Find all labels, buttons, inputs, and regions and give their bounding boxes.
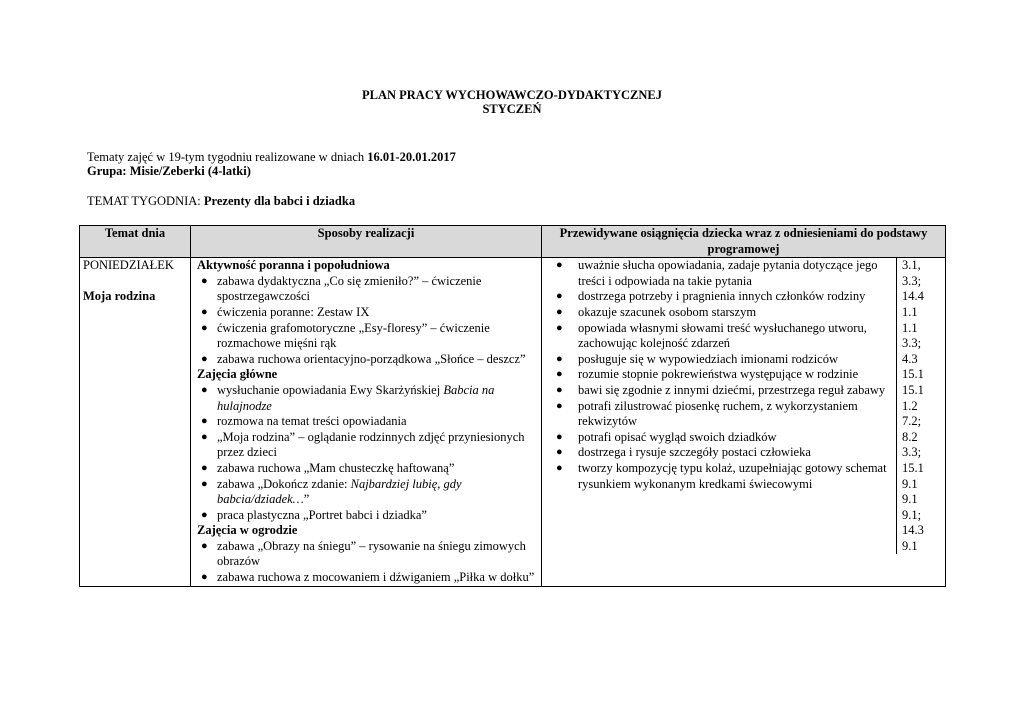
- header-day-topic: Temat dnia: [80, 226, 191, 258]
- curriculum-code: 9.1;: [902, 507, 922, 522]
- outcome-item: ● potrafi zilustrować piosenkę ruchem, z wykorzystaniem rekwizytów: [556, 398, 858, 429]
- bullet-icon: ●: [556, 461, 563, 474]
- curriculum-code: 7.2;: [902, 414, 922, 429]
- bullet-icon: ●: [556, 383, 563, 396]
- topics-line: [87, 150, 456, 165]
- bullet-icon: ●: [556, 446, 563, 459]
- bullet-icon: ●: [201, 539, 208, 552]
- week-theme: Prezenty dla babci i dziadka: [203, 194, 356, 208]
- outcome-item: ● uważnie słucha opowiadania, zadaje pytania dotyczące jego treści i odpowiada na takie pytania: [556, 258, 878, 288]
- outcomes-cell: [542, 258, 946, 586]
- document-month: STYCZEŃ: [482, 102, 542, 116]
- list-item: ● zabawa dydaktyczna „Co się zmieniło?” – ćwiczenie spostrzegawczości: [201, 273, 482, 304]
- bullet-icon: ●: [201, 415, 208, 428]
- bullet-icon: ●: [201, 461, 208, 474]
- bullet-icon: ●: [556, 290, 563, 303]
- curriculum-code: 15.1: [902, 460, 924, 475]
- bullet-icon: ●: [556, 430, 563, 443]
- bullet-icon: ●: [556, 399, 563, 412]
- list-item: ● wysłuchanie opowiadania Ewy Skarżyńskiej Babcia na hulajnodze: [201, 382, 495, 413]
- curriculum-code: 9.1: [902, 492, 918, 507]
- bullet-icon: ●: [201, 383, 208, 396]
- outcomes-list: [552, 258, 892, 492]
- list-item: ● zabawa „Dokończ zdanie: Najbardziej lubię, gdy babcia/dziadek…”: [201, 476, 462, 507]
- list-item: ● zabawa „Obrazy na śniegu” – rysowanie na śniegu zimowych obrazów: [201, 538, 526, 569]
- section-list: [197, 274, 537, 368]
- week-theme-label: TEMAT TYGODNIA:: [87, 194, 204, 208]
- document-title: PLAN PRACY WYCHOWAWCZO-DYDAKTYCZNEJ: [361, 88, 662, 102]
- list-item: ● ćwiczenia poranne: Zestaw IX: [201, 304, 370, 319]
- list-item: ● praca plastyczna „Portret babci i dziadka”: [201, 507, 427, 522]
- curriculum-code: 14.4: [902, 289, 924, 304]
- header-outcomes: Przewidywane osiągnięcia dziecka wraz z odniesieniami do podstawy programowej: [542, 226, 946, 258]
- bullet-icon: ●: [201, 430, 208, 443]
- bullet-icon: ●: [556, 321, 563, 334]
- methods-cell: [191, 258, 542, 586]
- day-topic: Moja rodzina: [83, 288, 156, 303]
- list-item: ● zabawa ruchowa „Mam chusteczkę haftowaną”: [201, 460, 455, 475]
- list-item: ● ćwiczenia grafomotoryczne „Esy-floresy” – ćwiczenie rozmachowe mięśni rąk: [201, 320, 490, 351]
- table-row: [80, 258, 946, 586]
- bullet-icon: ●: [556, 259, 563, 272]
- curriculum-code: 3.1,: [902, 258, 921, 273]
- list-item: ● rozmowa na temat treści opowiadania: [201, 414, 407, 429]
- topics-prefix: Tematy zajęć w 19-tym tygodniu realizowane w dniach: [87, 150, 368, 164]
- curriculum-code: 8.2: [902, 429, 918, 444]
- outcome-item: ● rozumie stopnie pokrewieństwa występujące w rodzinie: [556, 367, 859, 382]
- outcome-item: ● posługuje się w wypowiedziach imionami rodziców: [556, 351, 839, 366]
- outcome-item: ● dostrzega i rysuje szczegóły postaci człowieka: [556, 445, 811, 460]
- plan-table: [79, 225, 946, 587]
- curriculum-code: 3.3;: [902, 273, 922, 288]
- curriculum-code: 1.1: [902, 320, 918, 335]
- bullet-icon: ●: [201, 477, 208, 490]
- day-name: PONIEDZIAŁEK: [83, 258, 174, 273]
- bullet-icon: ●: [201, 305, 208, 318]
- outcomes-list-container: [542, 258, 897, 554]
- section-list: [197, 539, 537, 586]
- bullet-icon: ●: [556, 368, 563, 381]
- outcome-item: ● opowiada własnymi słowami treść wysłuchanego utworu, zachowując kolejność zdarzeń: [556, 320, 867, 351]
- group-line: Grupa: Misie/Zeberki (4-latki): [87, 164, 251, 178]
- bullet-icon: ●: [556, 352, 563, 365]
- outcome-item: ● bawi się zgodnie z innymi dziećmi, przestrzega reguł zabawy: [556, 382, 886, 397]
- curriculum-code: 4.3: [902, 351, 918, 366]
- topics-dates: 16.01-20.01.2017: [367, 150, 456, 164]
- bullet-icon: ●: [201, 274, 208, 287]
- section-title: Zajęcia główne: [197, 367, 278, 382]
- table-header-row: [80, 226, 946, 258]
- curriculum-code: 3.3;: [902, 336, 922, 351]
- outcome-item: ● dostrzega potrzeby i pragnienia innych członków rodziny: [556, 289, 866, 304]
- curriculum-code: 14.3: [902, 523, 924, 538]
- outcome-item: ● potrafi opisać wygląd swoich dziadków: [556, 429, 777, 444]
- bullet-icon: ●: [556, 305, 563, 318]
- week-theme-line: [87, 194, 355, 209]
- curriculum-code: 15.1: [902, 382, 924, 397]
- section-title: Zajęcia w ogrodzie: [197, 523, 298, 538]
- header-methods: Sposoby realizacji: [191, 226, 542, 258]
- bullet-icon: ●: [201, 321, 208, 334]
- list-item: ● „Moja rodzina” – oglądanie rodzinnych zdjęć przyniesionych przez dzieci: [201, 429, 525, 460]
- section-list: [197, 383, 537, 523]
- curriculum-code: 3.3;: [902, 445, 922, 460]
- curriculum-code: 9.1: [902, 538, 918, 553]
- curriculum-code: 9.1: [902, 476, 918, 491]
- bullet-icon: ●: [201, 352, 208, 365]
- bullet-icon: ●: [201, 508, 208, 521]
- curriculum-code: 1.2: [902, 398, 918, 413]
- curriculum-codes: [897, 258, 945, 554]
- outcome-item: ● tworzy kompozycję typu kolaż, uzupełniając gotowy schemat rysunkiem wykonanym kredkami świecowymi: [556, 460, 887, 491]
- curriculum-code: 15.1: [902, 367, 924, 382]
- bullet-icon: ●: [201, 571, 208, 584]
- section-title: Aktywność poranna i popołudniowa: [197, 258, 390, 273]
- day-cell: [80, 258, 191, 586]
- list-item: ● zabawa ruchowa z mocowaniem i dźwiganiem „Piłka w dołku”: [201, 570, 535, 585]
- outcome-item: ● okazuje szacunek osobom starszym: [556, 304, 757, 319]
- curriculum-code: 1.1: [902, 304, 918, 319]
- list-item: ● zabawa ruchowa orientacyjno-porządkowa „Słońce – deszcz”: [201, 351, 526, 366]
